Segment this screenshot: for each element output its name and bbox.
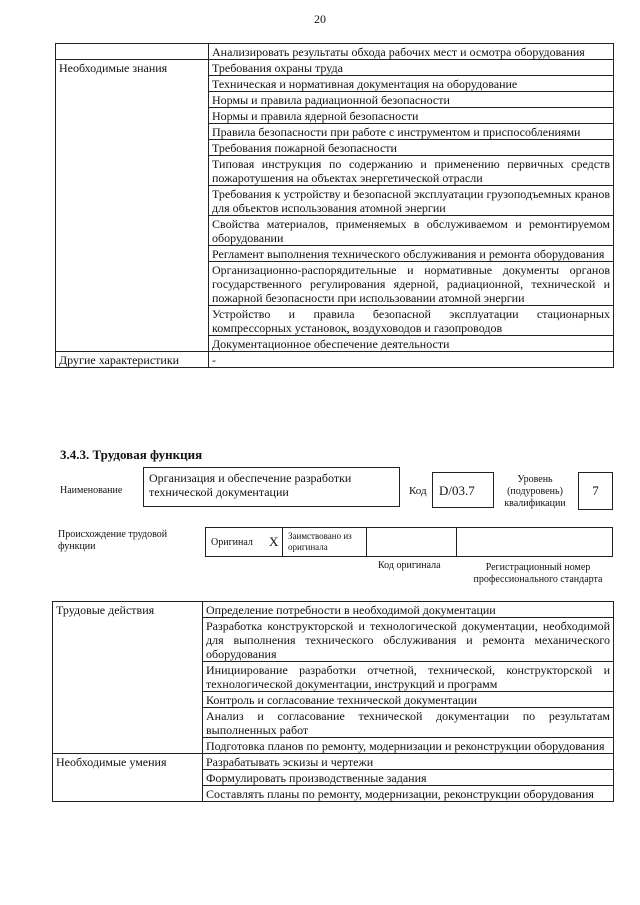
code-original-cell: [366, 527, 457, 557]
level-box: [578, 472, 613, 510]
row-text: Требования к устройству и безопасной эксплуатации грузоподъемных кранов для объектов использования атомной энергии: [209, 186, 614, 216]
row-text: -: [209, 352, 614, 368]
row-label: Трудовые действия: [53, 602, 203, 754]
original-cell: [205, 527, 283, 557]
row-text: Документационное обеспечение деятельности: [209, 336, 614, 352]
row-text: Организационно-распорядительные и нормативные документы органов государственного регулирования ядерной, радиационной, технической и пожарной безопасности при использовании атомной энергии: [209, 262, 614, 306]
row-label: Необходимые знания: [56, 60, 209, 352]
original-label: Оригинал: [211, 537, 253, 548]
row-text: Регламент выполнения технического обслуживания и ремонта оборудования: [209, 246, 614, 262]
reg-number-cell: [456, 527, 613, 557]
row-text: Требования охраны труда: [209, 60, 614, 76]
table-row: [53, 602, 614, 618]
row-text: Формулировать производственные задания: [203, 770, 614, 786]
row-text: Правила безопасности при работе с инструментом и приспособлениями: [209, 124, 614, 140]
origin-label: Происхождение трудовой функции: [58, 529, 168, 552]
borrowed-cell: [282, 527, 367, 557]
row-text: Устройство и правила безопасной эксплуатации стационарных компрессорных установок, воздуховодов и газопроводов: [209, 306, 614, 336]
code-value: D/03.7: [439, 483, 475, 498]
row-text: Типовая инструкция по содержанию и применению первичных средств пожаротушения на объектах энергетической отрасли: [209, 156, 614, 186]
section-title: 3.4.3. Трудовая функция: [60, 447, 203, 462]
row-label: Необходимые умения: [53, 754, 203, 802]
row-text: Контроль и согласование технической документации: [203, 692, 614, 708]
row-text: Требования пожарной безопасности: [209, 140, 614, 156]
name-value: Организация и обеспечение разработки технической документации: [149, 471, 352, 499]
row-label: Другие характеристики: [56, 352, 209, 368]
row-text: Разработка конструкторской и технологической документации, необходимой для выполнения технического обслуживания и ремонта механического оборудования: [203, 618, 614, 662]
table-row: [53, 754, 614, 770]
code-original-caption: Код оригинала: [378, 560, 441, 571]
table-row: [56, 44, 614, 60]
original-mark: X: [269, 534, 279, 549]
borrowed-label: Заимствовано из оригинала: [288, 531, 352, 552]
reg-number-caption: Регистрационный номер профессионального стандарта: [473, 562, 603, 585]
name-box: [143, 467, 400, 507]
row-text: Разрабатывать эскизы и чертежи: [203, 754, 614, 770]
code-box: [432, 472, 494, 508]
row-text: Нормы и правила радиационной безопасности: [209, 92, 614, 108]
row-text: Анализ и согласование технической документации по результатам выполненных работ: [203, 708, 614, 738]
page-number: 20: [314, 12, 326, 26]
row-text: Нормы и правила ядерной безопасности: [209, 108, 614, 124]
level-value: 7: [592, 483, 599, 498]
row-text: Свойства материалов, применяемых в обслуживаемом и ремонтируемом оборудовании: [209, 216, 614, 246]
row-text: Техническая и нормативная документация на оборудование: [209, 76, 614, 92]
table-row: [56, 60, 614, 76]
row-text: Анализировать результаты обхода рабочих мест и осмотра оборудования: [209, 44, 614, 60]
code-label: Код: [409, 485, 427, 497]
name-label: Наименование: [60, 485, 123, 496]
row-text: Составлять планы по ремонту, модернизации, реконструкции оборудования: [203, 786, 614, 802]
table-row: [56, 352, 614, 368]
row-text: Определение потребности в необходимой документации: [203, 602, 614, 618]
level-label: Уровень (подуровень) квалификации: [504, 474, 566, 509]
actions-table: [52, 601, 614, 802]
row-text: Инициирование разработки отчетной, технической, конструкторской и технологической документации, инструкций и программ: [203, 662, 614, 692]
knowledge-table: [55, 43, 614, 368]
row-text: Подготовка планов по ремонту, модернизации и реконструкции оборудования: [203, 738, 614, 754]
row-label: [56, 44, 209, 60]
